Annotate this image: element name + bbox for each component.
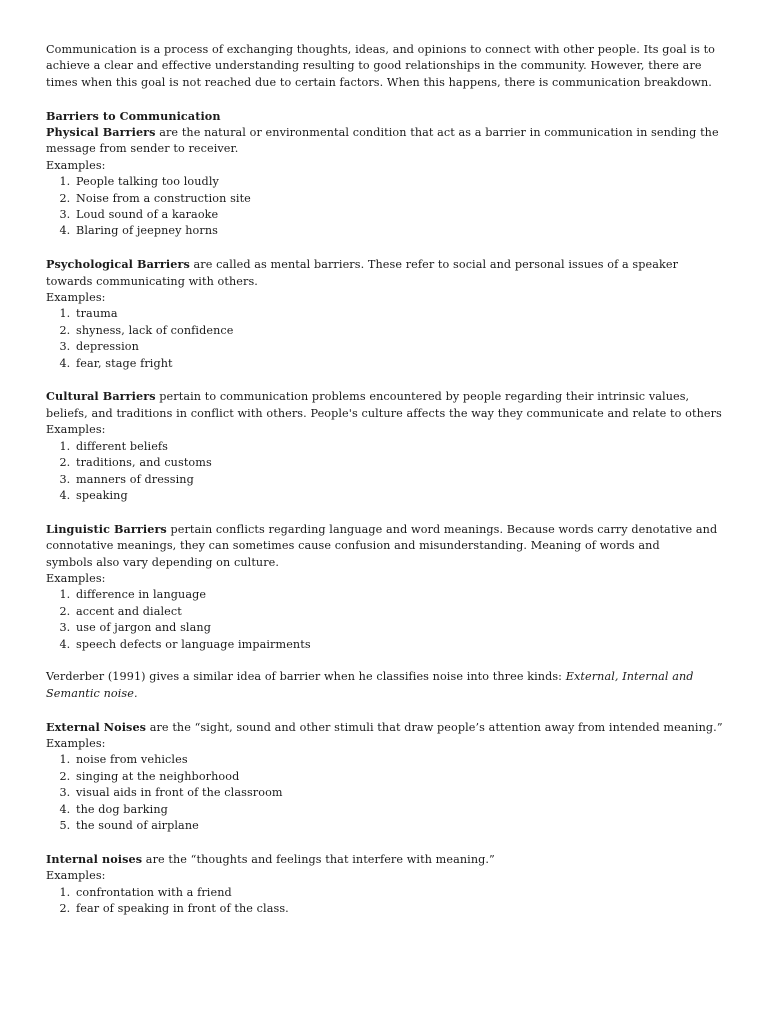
examples-label: Examples:: [46, 869, 106, 883]
physical-text: are the natural or environmental condition that act as a barrier in communication in sending the message from sender to receiver.: [46, 126, 719, 156]
physical-paragraph: [46, 124, 726, 158]
examples-label: Examples:: [46, 158, 106, 172]
intro-paragraph: Communication is a process of exchanging thoughts, ideas, and opinions to connect with other people. Its goal is to achieve a clear and effective understanding resulting to good relationships in the community. However, there are times when this goal is not reached due to certain factors. When this happens, there is communication breakdown.: [46, 43, 715, 89]
list-item: 3. Loud sound of a karaoke: [74, 207, 726, 223]
list-item: 2. traditions, and customs: [74, 455, 726, 471]
internal-text: are the “thoughts and feelings that interfere with meaning.”: [142, 852, 495, 866]
linguistic-paragraph: [46, 521, 726, 555]
external-term: External Noises: [46, 719, 147, 734]
cultural-examples-list: [46, 439, 726, 505]
list-item: 4. speech defects or language impairments: [74, 637, 726, 653]
linguistic-paragraph-continued: symbols also vary depending on culture.: [46, 555, 280, 569]
physical-examples-list: [46, 174, 726, 240]
cultural-paragraph: [46, 388, 726, 422]
list-item: 2. shyness, lack of confidence: [74, 323, 726, 339]
list-item: 1. difference in language: [74, 587, 726, 603]
cultural-term: Cultural Barriers: [46, 389, 156, 404]
list-item: 3. use of jargon and slang: [74, 620, 726, 636]
list-item: 1. People talking too loudly: [74, 174, 726, 190]
list-item: 1. confrontation with a friend: [74, 885, 726, 901]
examples-label: Examples:: [46, 423, 106, 437]
list-item: 1. different beliefs: [74, 439, 726, 455]
list-item: 4. the dog barking: [74, 802, 726, 818]
examples-label: Examples:: [46, 571, 106, 585]
list-item: 2. singing at the neighborhood: [74, 769, 726, 785]
list-item: 4. Blaring of jeepney horns: [74, 223, 726, 239]
external-paragraph: [46, 719, 726, 736]
list-item: 2. accent and dialect: [74, 604, 726, 620]
examples-label: Examples:: [46, 291, 106, 305]
examples-label: Examples:: [46, 736, 106, 750]
linguistic-text: pertain conflicts regarding language and word meanings. Because words carry denotative and connotative meanings, they can sometimes cause confusion and misunderstanding. Meaning of words and: [46, 522, 718, 553]
cultural-text: pertain to communication problems encountered by people regarding their intrinsic values, beliefs, and traditions in conflict with others. People's culture affects the way they communicate and relate to others: [46, 390, 722, 420]
psychological-examples-list: [46, 306, 726, 372]
linguistic-examples-list: [46, 587, 726, 653]
psychological-term: Psychological Barriers: [46, 257, 190, 272]
list-item: 4. speaking: [74, 488, 726, 504]
list-item: 3. depression: [74, 339, 726, 355]
list-item: 1. noise from vehicles: [74, 752, 726, 768]
internal-examples-list: [46, 885, 726, 918]
psychological-text: are called as mental barriers. These refer to social and personal issues of a speaker towards communicating with others.: [46, 258, 679, 288]
list-item: 1. trauma: [74, 306, 726, 322]
internal-term: Internal noises: [46, 851, 143, 866]
barriers-heading: Barriers to Communication: [46, 108, 221, 123]
psychological-paragraph: [46, 256, 726, 290]
external-examples-list: [46, 752, 726, 834]
document-page: [46, 42, 726, 917]
physical-term: Physical Barriers: [46, 125, 156, 140]
internal-paragraph: [46, 851, 726, 868]
list-item: 5. the sound of airplane: [74, 818, 726, 834]
list-item: 3. visual aids in front of the classroom: [74, 785, 726, 801]
verderber-text: Verderber (1991) gives a similar idea of barrier when he classifies noise into three kinds:: [46, 670, 566, 684]
verderber-italic: External, Internal and Semantic noise.: [46, 670, 694, 700]
list-item: 2. Noise from a construction site: [74, 191, 726, 207]
external-text: are the “sight, sound and other stimuli that draw people’s attention away from intended meaning.”: [146, 720, 723, 734]
verderber-paragraph: [46, 669, 726, 702]
list-item: 4. fear, stage fright: [74, 356, 726, 372]
linguistic-term: Linguistic Barriers: [46, 521, 167, 536]
list-item: 3. manners of dressing: [74, 472, 726, 488]
list-item: 2. fear of speaking in front of the class.: [74, 901, 726, 917]
